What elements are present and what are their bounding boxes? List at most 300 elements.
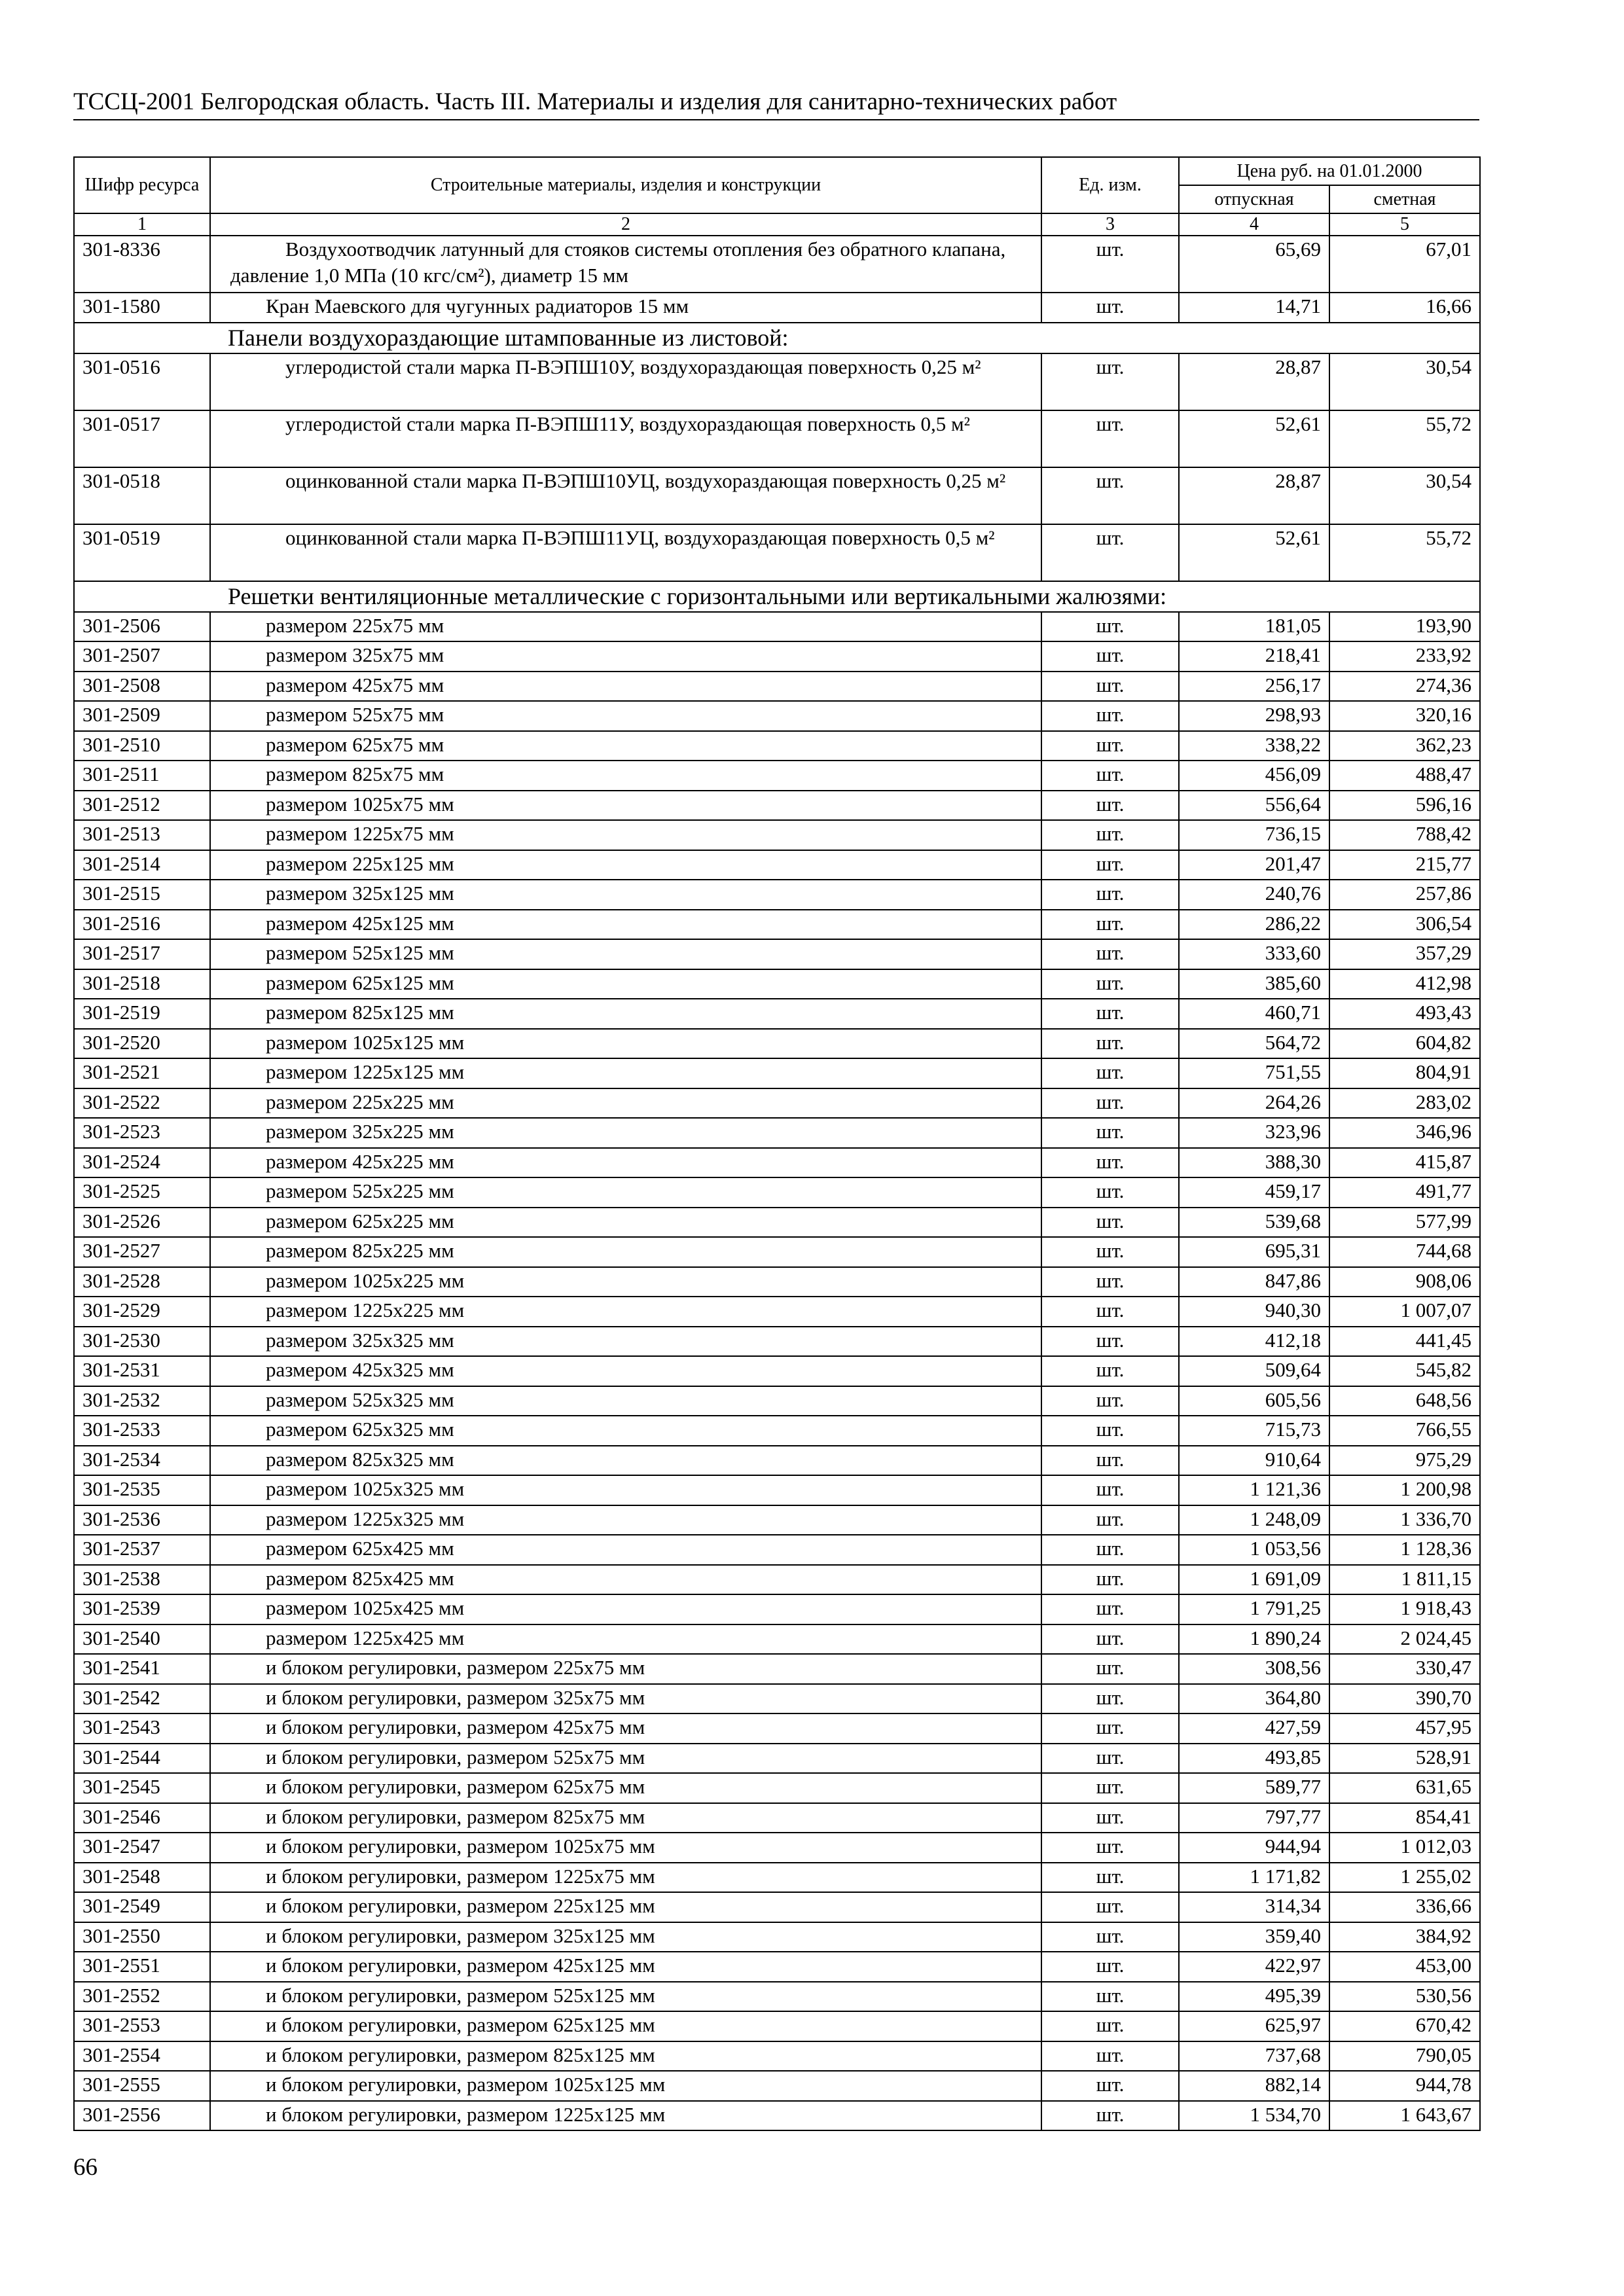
estimate-price: 488,47 [1329,761,1480,791]
material-name: и блоком регулировки, размером 325x75 мм [210,1684,1041,1714]
resource-code: 301-2535 [74,1475,210,1505]
estimate-price: 320,16 [1329,701,1480,731]
resource-code: 301-2519 [74,999,210,1029]
material-name: размером 425x125 мм [210,910,1041,940]
table-row [74,1744,1480,1774]
table-row [74,524,1480,581]
unit-of-measure: шт. [1041,1684,1179,1714]
material-name: углеродистой стали марка П-ВЭПШ10У, воздухораздающая поверхность 0,25 м² [210,353,1041,410]
unit-of-measure: шт. [1041,1922,1179,1952]
material-name: размером 825x325 мм [210,1446,1041,1476]
estimate-price: 788,42 [1329,820,1480,850]
release-price: 338,22 [1179,731,1329,761]
estimate-price: 908,06 [1329,1267,1480,1297]
table-row [74,1088,1480,1119]
table-row [74,1863,1480,1893]
resource-code: 301-2539 [74,1594,210,1624]
estimate-price: 1 255,02 [1329,1863,1480,1893]
estimate-price: 362,23 [1329,731,1480,761]
estimate-price: 233,92 [1329,641,1480,672]
release-price: 427,59 [1179,1713,1329,1744]
table-row [74,1327,1480,1357]
material-name: и блоком регулировки, размером 1025x75 мм [210,1833,1041,1863]
unit-of-measure: шт. [1041,910,1179,940]
estimate-price: 55,72 [1329,524,1480,581]
material-name: размером 625x425 мм [210,1535,1041,1565]
table-row [74,1505,1480,1535]
material-name: размером 1025x125 мм [210,1029,1041,1059]
unit-of-measure: шт. [1041,524,1179,581]
estimate-price: 193,90 [1329,612,1480,642]
unit-of-measure: шт. [1041,1177,1179,1208]
material-name: размером 1025x325 мм [210,1475,1041,1505]
release-price: 1 791,25 [1179,1594,1329,1624]
material-name: размером 1225x425 мм [210,1624,1041,1655]
release-price: 52,61 [1179,524,1329,581]
resource-code: 301-2520 [74,1029,210,1059]
material-name: Кран Маевского для чугунных радиаторов 15 мм [210,293,1041,323]
unit-of-measure: шт. [1041,410,1179,467]
unit-of-measure: шт. [1041,1624,1179,1655]
material-name: и блоком регулировки, размером 625x125 мм [210,2011,1041,2041]
table-row [74,2071,1480,2101]
estimate-price: 67,01 [1329,236,1480,293]
table-row [74,1565,1480,1595]
table-row [74,939,1480,969]
section-heading: Решетки вентиляционные металлические с горизонтальными или вертикальными жалюзями: [228,583,1167,609]
estimate-price: 453,00 [1329,1952,1480,1982]
release-price: 751,55 [1179,1058,1329,1088]
table-row [74,969,1480,999]
resource-code: 301-2526 [74,1208,210,1238]
resource-code: 301-2507 [74,641,210,672]
resource-code: 301-0519 [74,524,210,581]
material-name: Воздухоотводчик латунный для стояков системы отопления без обратного клапана, давление 1,0 МПа (10 кгс/см²), диаметр 15 мм [210,236,1041,293]
estimate-price: 1 643,67 [1329,2101,1480,2131]
resource-code: 301-2521 [74,1058,210,1088]
table-row [74,467,1480,524]
release-price: 1 534,70 [1179,2101,1329,2131]
material-name: и блоком регулировки, размером 1025x125 мм [210,2071,1041,2101]
table-row [74,1058,1480,1088]
material-name: углеродистой стали марка П-ВЭПШ11У, воздухораздающая поверхность 0,5 м² [210,410,1041,467]
release-price: 240,76 [1179,880,1329,910]
release-price: 460,71 [1179,999,1329,1029]
resource-code: 301-2538 [74,1565,210,1595]
estimate-price: 1 012,03 [1329,1833,1480,1863]
table-row [74,1892,1480,1922]
material-name: размером 1225x125 мм [210,1058,1041,1088]
table-row [74,1684,1480,1714]
estimate-price: 336,66 [1329,1892,1480,1922]
release-price: 589,77 [1179,1773,1329,1803]
resource-code: 301-2518 [74,969,210,999]
release-price: 286,22 [1179,910,1329,940]
unit-of-measure: шт. [1041,1088,1179,1119]
material-name: размером 325x225 мм [210,1118,1041,1148]
table-row [74,910,1480,940]
estimate-price: 283,02 [1329,1088,1480,1119]
table-row [74,1535,1480,1565]
unit-of-measure: шт. [1041,820,1179,850]
header-rule [73,119,1479,120]
estimate-price: 55,72 [1329,410,1480,467]
estimate-price: 30,54 [1329,353,1480,410]
unit-of-measure: шт. [1041,1148,1179,1178]
resource-code: 301-0517 [74,410,210,467]
estimate-price: 274,36 [1329,672,1480,702]
table-row [74,2101,1480,2131]
release-price: 314,34 [1179,1892,1329,1922]
estimate-price: 412,98 [1329,969,1480,999]
estimate-price: 1 128,36 [1329,1535,1480,1565]
estimate-price: 1 336,70 [1329,1505,1480,1535]
material-name: размером 525x75 мм [210,701,1041,731]
material-name: размером 525x325 мм [210,1386,1041,1416]
material-name: оцинкованной стали марка П-ВЭПШ11УЦ, воздухораздающая поверхность 0,5 м² [210,524,1041,581]
release-price: 509,64 [1179,1356,1329,1386]
unit-of-measure: шт. [1041,1386,1179,1416]
estimate-price: 1 200,98 [1329,1475,1480,1505]
material-name: размером 525x225 мм [210,1177,1041,1208]
resource-code: 301-2512 [74,791,210,821]
unit-of-measure: шт. [1041,1267,1179,1297]
section-heading-row [74,581,1480,612]
table-row [74,1297,1480,1327]
table-row [74,1446,1480,1476]
release-price: 333,60 [1179,939,1329,969]
resource-code: 301-2545 [74,1773,210,1803]
column-number: 1 [74,213,210,236]
table-row [74,761,1480,791]
table-row [74,791,1480,821]
unit-of-measure: шт. [1041,1118,1179,1148]
material-name: размером 625x225 мм [210,1208,1041,1238]
release-price: 1 890,24 [1179,1624,1329,1655]
resource-code: 301-2541 [74,1654,210,1684]
unit-of-measure: шт. [1041,1475,1179,1505]
material-name: оцинкованной стали марка П-ВЭПШ10УЦ, воздухораздающая поверхность 0,25 м² [210,467,1041,524]
estimate-price: 975,29 [1329,1446,1480,1476]
resource-code: 301-2510 [74,731,210,761]
resource-code: 301-2544 [74,1744,210,1774]
resource-code: 301-2542 [74,1684,210,1714]
unit-of-measure: шт. [1041,1773,1179,1803]
material-name: и блоком регулировки, размером 225x75 мм [210,1654,1041,1684]
resource-code: 301-2531 [74,1356,210,1386]
section-heading-cell [74,581,1480,612]
release-price: 456,09 [1179,761,1329,791]
resource-code: 301-2514 [74,850,210,880]
release-price: 564,72 [1179,1029,1329,1059]
unit-of-measure: шт. [1041,701,1179,731]
resource-code: 301-2513 [74,820,210,850]
resource-code: 301-2549 [74,1892,210,1922]
unit-of-measure: шт. [1041,1237,1179,1267]
resource-code: 301-2528 [74,1267,210,1297]
material-name: и блоком регулировки, размером 225x125 мм [210,1892,1041,1922]
material-name: размером 825x425 мм [210,1565,1041,1595]
estimate-price: 596,16 [1329,791,1480,821]
resource-code: 301-2524 [74,1148,210,1178]
unit-of-measure: шт. [1041,2041,1179,2072]
table-row [74,1029,1480,1059]
estimate-price: 390,70 [1329,1684,1480,1714]
column-number: 5 [1329,213,1480,236]
unit-of-measure: шт. [1041,1833,1179,1863]
release-price: 556,64 [1179,791,1329,821]
unit-of-measure: шт. [1041,1505,1179,1535]
material-name: размером 425x225 мм [210,1148,1041,1178]
resource-code: 301-2506 [74,612,210,642]
unit-of-measure: шт. [1041,1356,1179,1386]
table-row [74,1833,1480,1863]
table-row [74,1624,1480,1655]
table-row [74,1952,1480,1982]
table-row [74,1237,1480,1267]
resource-code: 301-2515 [74,880,210,910]
table-row [74,1386,1480,1416]
release-price: 625,97 [1179,2011,1329,2041]
release-price: 52,61 [1179,410,1329,467]
release-price: 797,77 [1179,1803,1329,1833]
estimate-price: 604,82 [1329,1029,1480,1059]
release-price: 14,71 [1179,293,1329,323]
unit-of-measure: шт. [1041,1982,1179,2012]
resource-code: 301-2548 [74,1863,210,1893]
material-name: размером 225x125 мм [210,850,1041,880]
release-price: 359,40 [1179,1922,1329,1952]
unit-of-measure: шт. [1041,641,1179,672]
unit-of-measure: шт. [1041,1416,1179,1446]
resource-code: 301-0518 [74,467,210,524]
material-name: размером 325x75 мм [210,641,1041,672]
resource-code: 301-2556 [74,2101,210,2131]
resource-code: 301-2508 [74,672,210,702]
column-numbers-row [74,213,1480,236]
estimate-price: 766,55 [1329,1416,1480,1446]
table-row [74,1356,1480,1386]
material-name: и блоком регулировки, размером 525x75 мм [210,1744,1041,1774]
release-price: 940,30 [1179,1297,1329,1327]
material-name: размером 825x125 мм [210,999,1041,1029]
estimate-price: 854,41 [1329,1803,1480,1833]
table-row [74,1208,1480,1238]
release-price: 298,93 [1179,701,1329,731]
material-name: размером 625x75 мм [210,731,1041,761]
unit-of-measure: шт. [1041,353,1179,410]
table-row [74,999,1480,1029]
resource-code: 301-2509 [74,701,210,731]
release-price: 218,41 [1179,641,1329,672]
estimate-price: 944,78 [1329,2071,1480,2101]
unit-of-measure: шт. [1041,2071,1179,2101]
unit-of-measure: шт. [1041,1594,1179,1624]
estimate-price: 16,66 [1329,293,1480,323]
table-row [74,701,1480,731]
page-header: ТССЦ-2001 Белгородская область. Часть III. Материалы и изделия для санитарно-технических работ [73,88,1117,115]
table-header-row-1 [74,157,1480,185]
estimate-price: 257,86 [1329,880,1480,910]
table-row [74,820,1480,850]
estimate-price: 530,56 [1329,1982,1480,2012]
unit-of-measure: шт. [1041,880,1179,910]
release-price: 1 171,82 [1179,1863,1329,1893]
material-name: размером 225x225 мм [210,1088,1041,1119]
material-name: размером 625x125 мм [210,969,1041,999]
unit-of-measure: шт. [1041,1654,1179,1684]
material-name: размером 225x75 мм [210,612,1041,642]
unit-of-measure: шт. [1041,293,1179,323]
material-name: размером 425x75 мм [210,672,1041,702]
table-row [74,880,1480,910]
resource-code: 301-2553 [74,2011,210,2041]
estimate-price: 1 918,43 [1329,1594,1480,1624]
material-name: размером 1025x425 мм [210,1594,1041,1624]
unit-of-measure: шт. [1041,1327,1179,1357]
release-price: 201,47 [1179,850,1329,880]
unit-of-measure: шт. [1041,1863,1179,1893]
estimate-price: 670,42 [1329,2011,1480,2041]
resource-code: 301-2525 [74,1177,210,1208]
section-heading: Панели воздухораздающие штампованные из листовой: [228,324,789,351]
release-price: 944,94 [1179,1833,1329,1863]
unit-of-measure: шт. [1041,1535,1179,1565]
estimate-price: 330,47 [1329,1654,1480,1684]
unit-of-measure: шт. [1041,1713,1179,1744]
estimate-price: 493,43 [1329,999,1480,1029]
material-name: размером 325x125 мм [210,880,1041,910]
price-table [73,156,1481,2131]
estimate-price: 2 024,45 [1329,1624,1480,1655]
estimate-price: 648,56 [1329,1386,1480,1416]
estimate-price: 491,77 [1329,1177,1480,1208]
unit-of-measure: шт. [1041,1952,1179,1982]
material-name: размером 525x125 мм [210,939,1041,969]
release-price: 388,30 [1179,1148,1329,1178]
release-price: 847,86 [1179,1267,1329,1297]
section-heading-cell [74,323,1480,353]
material-name: и блоком регулировки, размером 425x75 мм [210,1713,1041,1744]
resource-code: 301-2511 [74,761,210,791]
table-row [74,1148,1480,1178]
table-row [74,1773,1480,1803]
header-release-price: отпускная [1179,185,1329,213]
resource-code: 301-2552 [74,1982,210,2012]
estimate-price: 415,87 [1329,1148,1480,1178]
resource-code: 301-2536 [74,1505,210,1535]
release-price: 1 053,56 [1179,1535,1329,1565]
release-price: 385,60 [1179,969,1329,999]
resource-code: 301-2547 [74,1833,210,1863]
table-row [74,612,1480,642]
material-name: размером 325x325 мм [210,1327,1041,1357]
unit-of-measure: шт. [1041,791,1179,821]
resource-code: 301-2517 [74,939,210,969]
unit-of-measure: шт. [1041,1446,1179,1476]
estimate-price: 744,68 [1329,1237,1480,1267]
table-row [74,641,1480,672]
resource-code: 301-2529 [74,1297,210,1327]
resource-code: 301-2543 [74,1713,210,1744]
resource-code: 301-2540 [74,1624,210,1655]
resource-code: 301-2516 [74,910,210,940]
table-row [74,1654,1480,1684]
table-row [74,1177,1480,1208]
estimate-price: 441,45 [1329,1327,1480,1357]
release-price: 1 691,09 [1179,1565,1329,1595]
release-price: 422,97 [1179,1952,1329,1982]
column-number: 2 [210,213,1041,236]
release-price: 256,17 [1179,672,1329,702]
release-price: 264,26 [1179,1088,1329,1119]
material-name: размером 825x225 мм [210,1237,1041,1267]
header-estimate-price: сметная [1329,185,1480,213]
resource-code: 301-2550 [74,1922,210,1952]
release-price: 364,80 [1179,1684,1329,1714]
resource-code: 301-2533 [74,1416,210,1446]
material-name: размером 1025x225 мм [210,1267,1041,1297]
column-number: 3 [1041,213,1179,236]
material-name: и блоком регулировки, размером 525x125 мм [210,1982,1041,2012]
table-row [74,236,1480,293]
table-row [74,293,1480,323]
material-name: и блоком регулировки, размером 325x125 мм [210,1922,1041,1952]
resource-code: 301-2546 [74,1803,210,1833]
unit-of-measure: шт. [1041,731,1179,761]
release-price: 737,68 [1179,2041,1329,2072]
table-row [74,1267,1480,1297]
unit-of-measure: шт. [1041,850,1179,880]
unit-of-measure: шт. [1041,467,1179,524]
material-name: и блоком регулировки, размером 625x75 мм [210,1773,1041,1803]
unit-of-measure: шт. [1041,1208,1179,1238]
release-price: 1 121,36 [1179,1475,1329,1505]
estimate-price: 384,92 [1329,1922,1480,1952]
table-row [74,410,1480,467]
release-price: 605,56 [1179,1386,1329,1416]
header-unit: Ед. изм. [1041,157,1179,213]
unit-of-measure: шт. [1041,2101,1179,2131]
material-name: размером 625x325 мм [210,1416,1041,1446]
unit-of-measure: шт. [1041,1565,1179,1595]
resource-code: 301-2534 [74,1446,210,1476]
table-row [74,1713,1480,1744]
estimate-price: 1 007,07 [1329,1297,1480,1327]
material-name: и блоком регулировки, размером 1225x125 мм [210,2101,1041,2131]
resource-code: 301-2523 [74,1118,210,1148]
release-price: 308,56 [1179,1654,1329,1684]
table-row [74,2011,1480,2041]
estimate-price: 790,05 [1329,2041,1480,2072]
unit-of-measure: шт. [1041,939,1179,969]
release-price: 181,05 [1179,612,1329,642]
header-price: Цена руб. на 01.01.2000 [1179,157,1480,185]
unit-of-measure: шт. [1041,1744,1179,1774]
resource-code: 301-0516 [74,353,210,410]
section-heading-row [74,323,1480,353]
resource-code: 301-2551 [74,1952,210,1982]
table-row [74,1118,1480,1148]
unit-of-measure: шт. [1041,2011,1179,2041]
unit-of-measure: шт. [1041,1803,1179,1833]
unit-of-measure: шт. [1041,672,1179,702]
header-code: Шифр ресурса [74,157,210,213]
resource-code: 301-2554 [74,2041,210,2072]
material-name: размером 1025x75 мм [210,791,1041,821]
estimate-price: 545,82 [1329,1356,1480,1386]
release-price: 695,31 [1179,1237,1329,1267]
